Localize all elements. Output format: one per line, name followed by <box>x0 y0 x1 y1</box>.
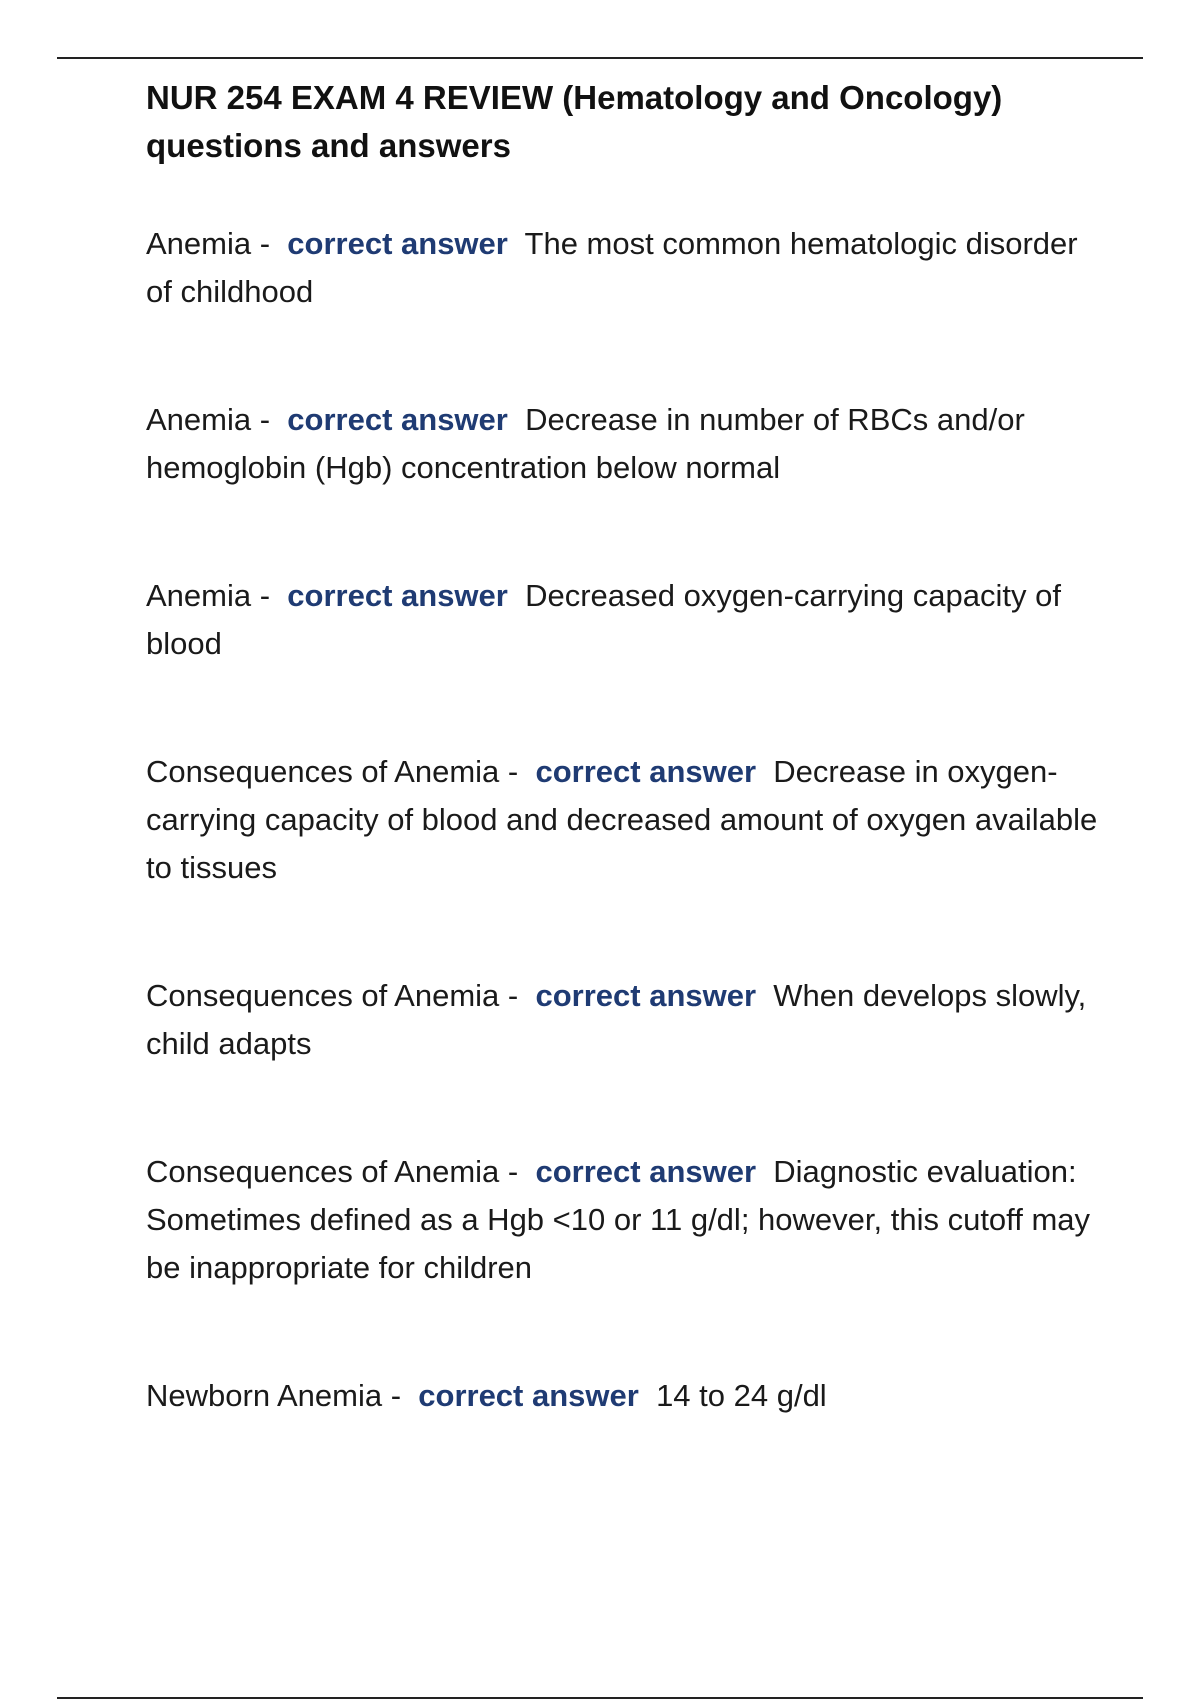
item-term: Consequences of Anemia <box>146 754 500 789</box>
item-answer: The most common hematologic disorder of childhood <box>146 226 1078 309</box>
correct-answer-label: correct answer <box>287 402 508 437</box>
item-term: Consequences of Anemia <box>146 1154 500 1189</box>
list-item <box>146 396 1106 492</box>
list-item <box>146 1148 1106 1292</box>
bottom-rule <box>57 1697 1143 1699</box>
item-answer: 14 to 24 g/dl <box>656 1378 827 1413</box>
list-item <box>146 220 1106 316</box>
list-item <box>146 972 1106 1068</box>
item-answer: Decrease in number of RBCs and/or hemoglobin (Hgb) concentration below normal <box>146 402 1025 485</box>
item-answer: Decrease in oxygen-carrying capacity of blood and decreased amount of oxygen available to tissues <box>146 754 1098 885</box>
list-item <box>146 572 1106 668</box>
item-separator: - <box>499 754 527 789</box>
item-term: Anemia <box>146 578 252 613</box>
item-separator: - <box>382 1378 410 1413</box>
item-term: Newborn Anemia <box>146 1378 383 1413</box>
page-title: NUR 254 EXAM 4 REVIEW (Hematology and Oncology) questions and answers <box>146 79 1003 164</box>
item-separator: - <box>499 1154 527 1189</box>
item-term: Consequences of Anemia <box>146 978 500 1013</box>
correct-answer-label: correct answer <box>535 754 757 789</box>
list-item <box>146 748 1106 892</box>
item-term: Anemia <box>146 402 252 437</box>
correct-answer-label: correct answer <box>287 226 508 261</box>
correct-answer-label: correct answer <box>535 1154 757 1189</box>
correct-answer-label: correct answer <box>418 1378 639 1413</box>
item-separator: - <box>251 402 279 437</box>
correct-answer-label: correct answer <box>287 578 508 613</box>
item-answer: Decreased oxygen-carrying capacity of blood <box>146 578 1061 661</box>
correct-answer-label: correct answer <box>535 978 757 1013</box>
qa-list <box>146 220 1106 1420</box>
document-page <box>146 74 1106 1420</box>
item-separator: - <box>251 226 279 261</box>
item-separator: - <box>251 578 279 613</box>
item-separator: - <box>499 978 527 1013</box>
item-term: Anemia <box>146 226 252 261</box>
item-answer: Diagnostic evaluation: Sometimes defined as a Hgb <10 or 11 g/dl; however, this cutoff may be inappropriate for children <box>146 1154 1091 1285</box>
item-answer: When develops slowly, child adapts <box>146 978 1087 1061</box>
top-rule <box>57 57 1143 59</box>
list-item <box>146 1372 1106 1420</box>
